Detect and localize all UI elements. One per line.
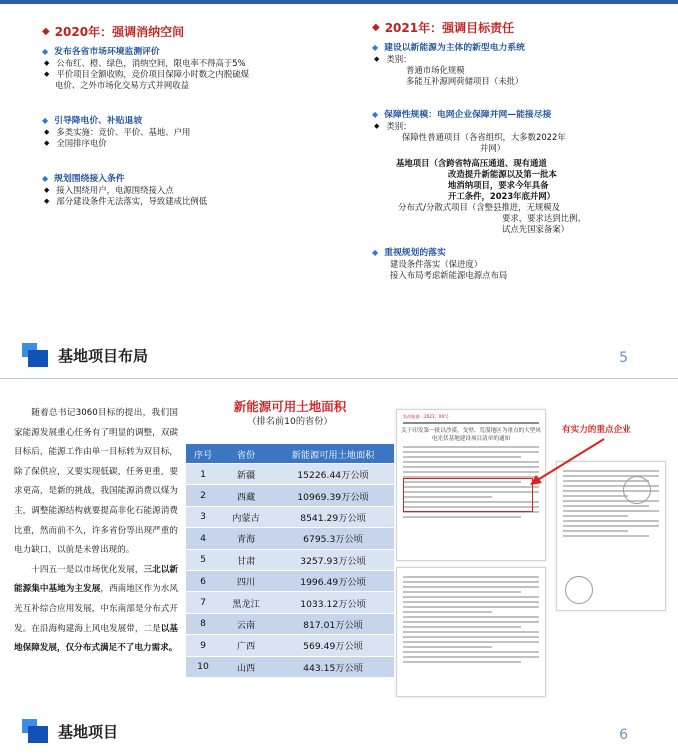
table-row [186,464,394,484]
bullet-item: ◆ 类别： [374,54,412,64]
cell-rank: 1 [200,468,206,480]
cell-province: 新疆 [236,470,256,482]
group-title: ◆ 引导降电价、补贴退坡 [42,116,143,126]
bullet-continuation: 电价、之外市场化交易方式并网收益 [55,80,189,90]
bullet-item: ◆ 全国排序电价 [44,138,107,148]
diamond-icon: ◆ [372,110,379,119]
column-header: 序号 [186,444,220,463]
cell-province: 云南 [236,619,256,631]
slide-footer [22,343,148,367]
sub-item-cont: 试点先国家备案） [502,224,569,234]
cell-rank: 9 [200,639,206,651]
cell-area: 443.15万公顷 [303,662,363,674]
body-text [14,404,178,659]
table-row [186,614,394,634]
callout-arrow-icon [524,437,614,487]
group-title: ◆ 规划围绕接入条件 [42,174,125,184]
sub-item-bold: 基地项目（含跨省特高压通道、现有通道 [396,158,547,168]
table-header-row [186,444,394,463]
table-row [186,550,394,570]
table-row [186,635,394,655]
diamond-icon: ◆ [42,47,49,56]
sub-item: 多能互补源网荷储项目（未批） [406,76,524,86]
policy-2020-column [42,24,342,207]
page-number: 6 [619,727,628,743]
diamond-icon: ◆ [372,248,379,257]
cell-province: 广西 [236,641,256,653]
diamond-bullet-icon: ◆ [44,186,50,194]
cell-rank: 6 [200,575,206,587]
bullet-item: ◆ 平价项目全额收购，竞价项目保障小时数之内脱硫煤 [44,69,250,79]
bullet-item: ◆ 部分建设条件无法落实，导致建成比例低 [44,196,208,206]
group-title: ◆ 发布各省市场环境监测评价 [42,47,160,57]
cell-rank: 8 [200,618,206,630]
bullet-item: ◆ 接入围绕用户，电源围绕接入点 [44,185,174,195]
cell-province: 四川 [236,577,256,589]
document-header: 发改能源〔2021〕XX号 [403,414,449,419]
group-title: ◆ 保障性规模：电网企业保障并网—能接尽接 [372,110,552,120]
cell-province: 山西 [236,662,256,674]
cell-province: 甘肃 [236,555,256,567]
highlight-box [403,478,533,512]
diamond-icon: ◆ [42,116,49,125]
cell-area: 1033.12万公顷 [300,598,366,610]
document-scans [396,409,668,699]
diamond-icon: ◆ [372,22,380,33]
diamond-icon: ◆ [372,43,379,52]
diamond-bullet-icon: ◆ [44,128,50,136]
column-header: 新能源可用土地面积 [272,444,394,463]
cell-province: 黑龙江 [232,598,260,610]
diamond-bullet-icon: ◆ [374,122,380,130]
cell-area: 3257.93万公顷 [300,555,366,567]
cell-area: 569.49万公顷 [303,641,363,653]
policy-2021-column [372,20,672,281]
table-caption [186,399,394,429]
footer-title: 基地项目布局 [58,346,149,365]
brand-logo-icon [22,343,50,367]
diamond-bullet-icon: ◆ [44,70,50,78]
cell-area: 8541.29万公顷 [300,512,366,524]
cell-area: 10969.39万公顷 [297,491,369,503]
heading-2021: ◆ 2021年：强调目标责任 [372,21,515,35]
cell-rank: 3 [200,511,206,523]
sub-item: 建设条件落实（保进度） [390,259,483,269]
sub-item-cont: 并网） [480,143,506,153]
sub-item: 分布式/分散式项目（含整县推进，无规模及 [398,202,560,212]
cell-province: 西藏 [236,491,256,503]
page-number: 5 [619,350,628,366]
sub-item-bold-cont: 地消纳项目，要求今年具备 [448,180,549,190]
heading-2020: ◆ 2020年：强调消纳空间 [42,25,185,39]
diamond-bullet-icon: ◆ [44,139,50,147]
cell-area: 15226.44万公顷 [297,470,369,482]
brand-logo-icon [22,719,50,743]
cell-rank: 4 [200,532,206,544]
document-page-body [396,567,546,697]
bullet-item: ◆ 公布红、橙、绿色，消纳空间，限电率不得高于5% [44,58,246,68]
table-subtitle: （排名前10的省份） [247,416,333,427]
column-header: 省份 [220,444,272,463]
sub-item: 保障性普通项目（各省组织，大多数2022年 [402,132,566,142]
diamond-bullet-icon: ◆ [44,197,50,205]
cell-rank: 5 [200,554,206,566]
slide-top-bar [0,0,678,4]
diamond-bullet-icon: ◆ [44,59,50,67]
sub-item: 普通市场化规模 [406,65,465,75]
paragraph: 十四五一是以市场优化发展，三北以新能源集中基地为主发展，西南地区作为水风光互补综合应用发展，中东南部是分布式开发。在沿海构建海上风电发展带，二是以基地保障发展，仅分布式满足不了电力需求。 [14,564,178,654]
cell-province: 内蒙古 [232,512,260,524]
slide-6 [0,378,678,756]
land-area-table [186,443,394,678]
cell-province: 青海 [236,534,256,546]
sub-item-bold-cont: 开工条件，2023年底并网） [448,191,556,201]
sub-item-bold-cont: 改造提升新能源以及第一批本 [448,169,557,179]
cell-rank: 2 [200,490,206,502]
table-row [186,507,394,527]
table-row [186,485,394,505]
official-seal-icon [623,476,651,504]
table-row [186,657,394,677]
diamond-icon: ◆ [42,26,50,37]
footer-title: 基地项目 [58,722,119,741]
table-title: 新能源可用土地面积 [233,399,347,414]
cell-rank: 10 [197,661,209,673]
official-seal-icon [565,576,593,604]
cell-rank: 7 [200,597,206,609]
cell-area: 1996.49万公顷 [300,577,366,589]
sub-item: 接入布局考虑新能源电源点布局 [390,270,508,280]
cell-area: 817.01万公顷 [303,619,363,631]
callout-label: 有实力的重点企业 [562,425,631,435]
slide-footer [22,719,118,743]
document-title: 关于印发第一批以沙漠、戈壁、荒漠地区为重点的大型风电光伏基地建设项目清单的通知 [401,428,541,442]
diamond-bullet-icon: ◆ [374,55,380,63]
group-title: ◆ 重视规划的落实 [372,248,446,258]
cell-area: 6795.3万公顷 [303,534,363,546]
table-row [186,528,394,548]
bullet-item: ◆ 多类实施：竞价、平价、基地、户用 [44,127,191,137]
table-row [186,592,394,612]
paragraph: 随着总书记3060目标的提出，我们国家能源发展重心任务有了明显的调整，双碳目标后，能源工作由单一目标转为双目标，除了保供应，又要实现低碳，任务更重，要求更高，是新的挑战，我国能源消费以煤为主，调整能源结构就要提高非化石能源消费比重，然而前不久，许多省份等出现严重的电力缺口，以前是未曾出现的。 [14,408,178,556]
sub-item-cont: 要求，要求达到比例、 [502,213,586,223]
table-row [186,571,394,591]
diamond-icon: ◆ [42,174,49,183]
group-title: ◆ 建设以新能源为主体的新型电力系统 [372,43,525,53]
bullet-item: ◆ 类别： [374,121,412,131]
